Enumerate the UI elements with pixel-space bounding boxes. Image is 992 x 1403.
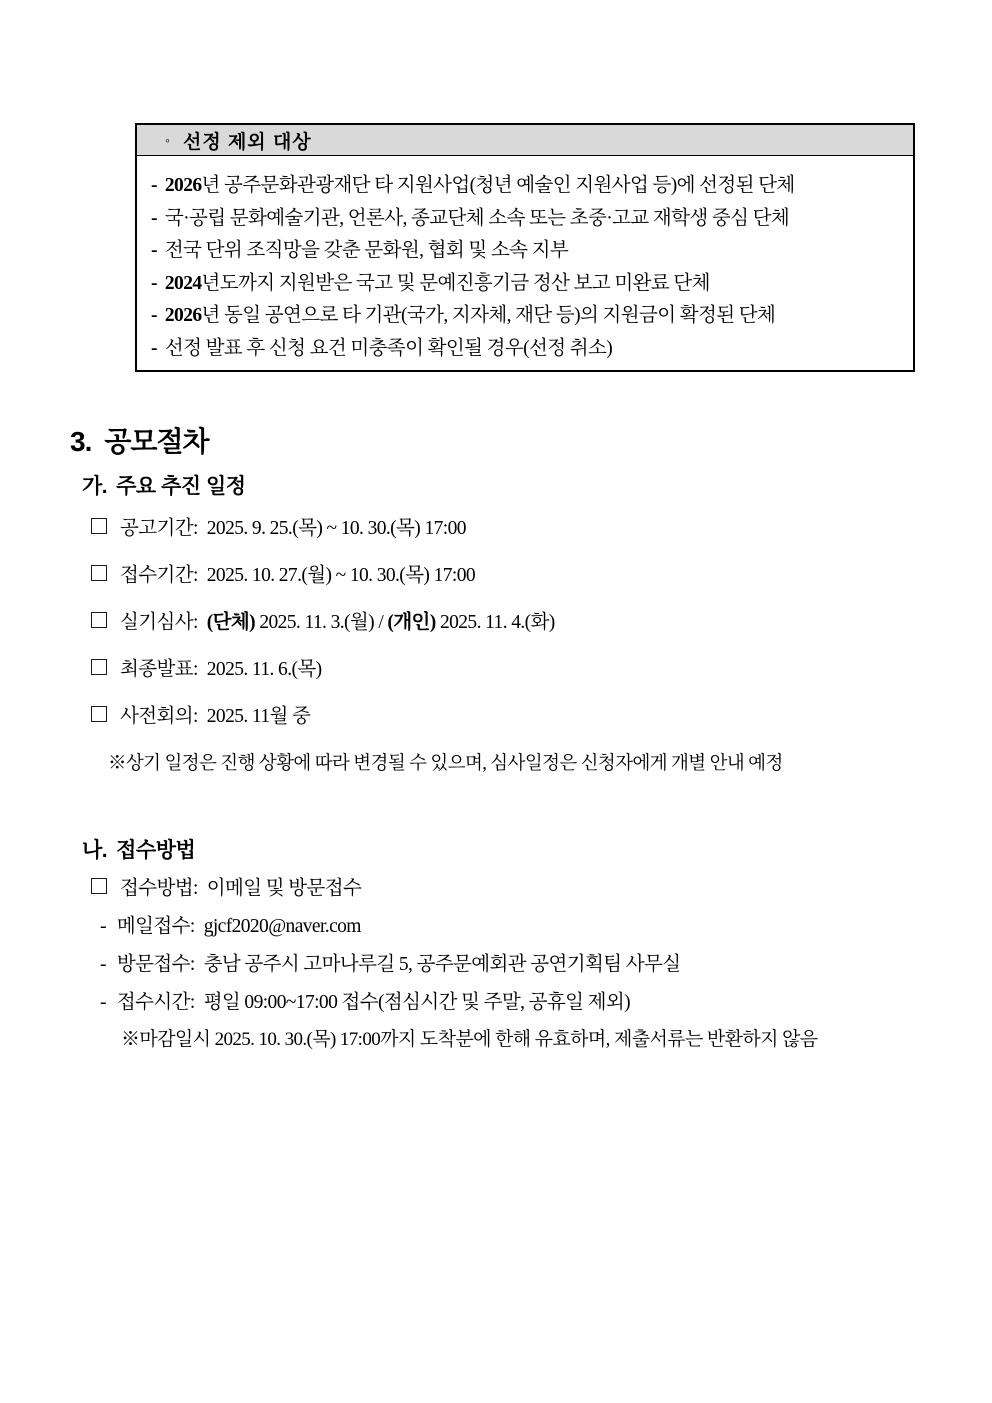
dash-bullet: -: [100, 916, 106, 937]
method-item: [91, 910, 818, 935]
schedule-value: 2025. 10. 27.(월) ~ 10. 30.(목) 17:00: [206, 564, 476, 586]
exclusion-item: [151, 203, 903, 236]
exclusion-item: [151, 170, 903, 203]
schedule-label: 최종발표:: [120, 658, 198, 680]
schedule-label: 사전회의:: [120, 705, 198, 727]
dash-bullet: -: [100, 954, 106, 975]
circle-bullet-icon: ◦: [165, 132, 171, 148]
exclusion-item-text: 선정 발표 후 신청 요건 미충족이 확인될 경우(선정 취소): [164, 337, 613, 359]
exclusion-box: [135, 123, 915, 372]
dash-bullet: -: [100, 992, 106, 1013]
section-title-text: 공모절차: [104, 426, 209, 457]
schedule-item: [91, 560, 555, 585]
method-head-value: 이메일 및 방문접수: [206, 877, 362, 899]
exclusion-box-body: [137, 156, 913, 365]
exclusion-item-text: 국·공립 문화예술기관, 언론사, 종교단체 소속 또는 초중·고교 재학생 중심 단체: [164, 207, 790, 229]
dash-bullet: -: [151, 207, 157, 229]
schedule-value: (단체) 2025. 11. 3.(월) / (개인) 2025. 11. 4.(화): [206, 611, 555, 633]
subsection-na-number: 나.: [82, 839, 108, 862]
section-title: [70, 420, 209, 460]
schedule-value: 2025. 11. 6.(목): [206, 658, 322, 680]
method-item-value: 평일 09:00~17:00 접수(점심시간 및 주말, 공휴일 제외): [203, 992, 630, 1013]
exclusion-box-header: [137, 125, 913, 156]
schedule-label: 공고기간:: [120, 517, 198, 539]
checkbox-icon: [91, 878, 107, 894]
exclusion-item-text: 년 동일 공연으로 타 기관(국가, 지자체, 재단 등)의 지원금이 확정된 단체: [201, 305, 776, 326]
schedule-label: 실기심사:: [120, 611, 198, 633]
method-section: [91, 873, 818, 1051]
method-item-label: 메일접수:: [116, 916, 195, 937]
subsection-na-title: [82, 834, 195, 864]
checkbox-icon: [91, 612, 107, 628]
exclusion-item: [151, 333, 903, 366]
schedule-list: [91, 513, 555, 748]
subsection-ga-number: 가.: [82, 475, 108, 498]
dash-bullet: -: [151, 305, 157, 326]
exclusion-item-text: 년도까지 지원받은 국고 및 문예진흥기금 정산 보고 미완료 단체: [201, 272, 710, 294]
schedule-value: 2025. 11월 중: [206, 705, 311, 727]
method-item-label: 접수시간:: [116, 992, 195, 1013]
method-item-label: 방문접수:: [116, 954, 195, 975]
exclusion-box-title: 선정 제외 대상: [182, 131, 312, 153]
deadline-note: ※마감일시 2025. 10. 30.(목) 17:00까지 도착분에 한해 유효하며, 제출서류는 반환하지 않음: [121, 1029, 818, 1050]
dash-bullet: -: [151, 175, 157, 196]
dash-bullet: -: [151, 337, 157, 359]
checkbox-icon: [91, 659, 107, 675]
method-head-label: 접수방법:: [120, 877, 198, 899]
subsection-na-text: 접수방법: [116, 839, 196, 862]
dash-bullet: -: [151, 272, 157, 294]
schedule-note: ※상기 일정은 진행 상황에 따라 변경될 수 있으며, 심사일정은 신청자에게 개별 안내 예정: [108, 754, 783, 774]
method-item-value: gjcf2020@naver.com: [203, 916, 361, 937]
checkbox-icon: [91, 565, 107, 581]
schedule-item: [91, 513, 555, 538]
checkbox-icon: [91, 518, 107, 534]
schedule-value: 2025. 9. 25.(목) ~ 10. 30.(목) 17:00: [206, 517, 466, 539]
subsection-ga-text: 주요 추진 일정: [116, 475, 246, 498]
schedule-item: [91, 607, 555, 632]
schedule-item: [91, 654, 555, 679]
exclusion-item-text: 년 공주문화관광재단 타 지원사업(청년 예술인 지원사업 등)에 선정된 단체: [201, 175, 795, 196]
method-item: [91, 948, 818, 973]
exclusion-item-text: 전국 단위 조직망을 갖춘 문화원, 협회 및 소속 지부: [164, 240, 569, 261]
exclusion-item-year: 2024: [164, 272, 202, 294]
exclusion-item: [151, 268, 903, 301]
method-item: [91, 986, 818, 1011]
exclusion-item: [151, 235, 903, 268]
exclusion-item-year: 2026: [164, 175, 202, 196]
checkbox-icon: [91, 706, 107, 722]
exclusion-item-year: 2026: [164, 305, 202, 326]
method-item-value: 충남 공주시 고마나루길 5, 공주문예회관 공연기획팀 사무실: [203, 954, 681, 975]
method-head-item: [91, 873, 818, 898]
schedule-label: 접수기간:: [120, 564, 198, 586]
exclusion-item: [151, 300, 903, 333]
subsection-ga-title: [82, 470, 246, 500]
dash-bullet: -: [151, 240, 157, 261]
section-number: 3.: [70, 426, 92, 457]
schedule-item: [91, 701, 555, 726]
